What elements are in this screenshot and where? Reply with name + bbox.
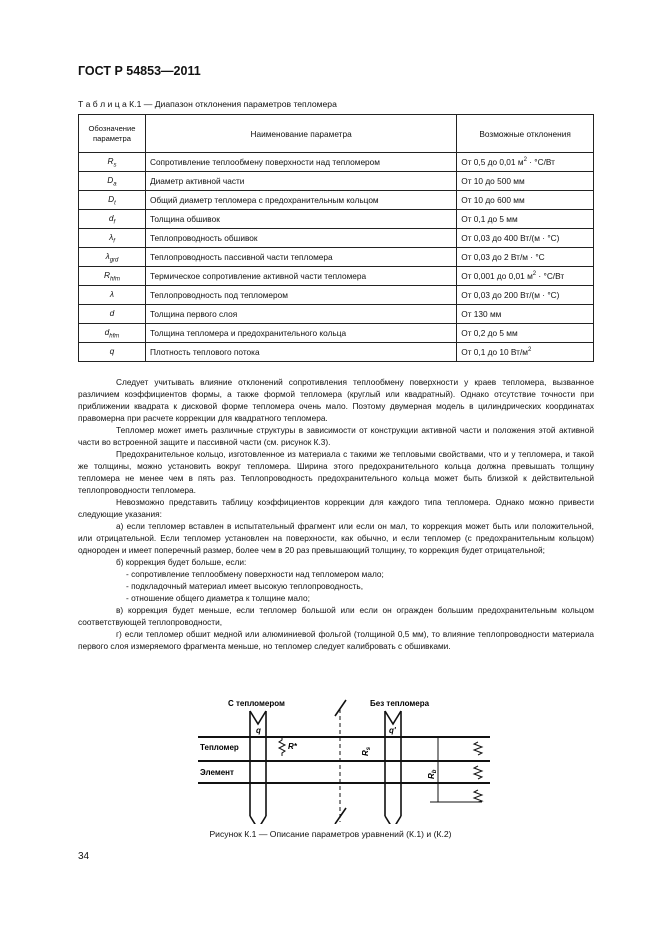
param-name: Диаметр активной части bbox=[145, 172, 456, 191]
param-deviation: От 0,03 до 400 Вт/(м · °С) bbox=[457, 229, 594, 248]
param-deviation: От 0,03 до 2 Вт/м · °С bbox=[457, 248, 594, 267]
paragraph-guard-ring: Предохранительное кольцо, изготовленное из материала с такими же тепловыми свойствами, что и у тепломера, и такой же толщины, можно установить вокруг тепломера. Ширина этого предохранительного кольца должна превышать толщину тепломера не менее чем в пять раз. Теплопроводность предохранительного кольца может быть близкой к действительной теплопроводности тепломера. bbox=[78, 449, 594, 495]
param-symbol: $D_t$ bbox=[79, 191, 146, 210]
label-without-meter: Без тепломера bbox=[370, 699, 430, 708]
label-element: Элемент bbox=[200, 768, 234, 777]
param-name: Плотность теплового потока bbox=[145, 343, 456, 362]
param-symbol: $D_a$ bbox=[79, 172, 146, 191]
param-symbol: $R_{hfm}$ bbox=[79, 267, 146, 286]
paragraph-edge-effects: Следует учитывать влияние отклонений сопротивления теплообмену поверхности у краев тепломера, вызванное различием коэффициентов формы, а также формой тепломера (круглый или квадратный). Однако отсутствие точности при приближении квадрата к дисковой форме тепломера очень мало. Поэтому двумерная модель в цилиндрических координатах правомерна при расчете коррекции для квадратного тепломера. bbox=[78, 377, 594, 423]
parameters-table bbox=[78, 114, 594, 362]
list-item-a: а) если тепломер вставлен в испытательный фрагмент или если он мал, то коррекция может быть или положительной, или отрицательной. Если тепломер установлен на поверхности, как обычно, и если тепломер (с предохранительным кольцом) однороден и имеет поперечный размер, более чем в 20 раз превышающий толщину, то коррекция будет отрицательной; bbox=[78, 521, 594, 555]
table-row bbox=[79, 343, 594, 362]
param-name: Толщина первого слоя bbox=[145, 305, 456, 324]
list-item-g: г) если тепломер обшит медной или алюминиевой фольгой (толщиной 0,5 мм), то влияние теплопроводности материала первого слоя измеряемого фрагмента меньше, но тепломер следует калибровать с обшивками. bbox=[78, 629, 594, 651]
table-row bbox=[79, 210, 594, 229]
param-symbol: $d_f$ bbox=[79, 210, 146, 229]
param-deviation: От 10 до 600 мм bbox=[457, 191, 594, 210]
table-caption: Т а б л и ц а К.1 — Диапазон отклонения параметров тепломера bbox=[78, 99, 337, 109]
param-name: Толщина обшивок bbox=[145, 210, 456, 229]
header-name: Наименование параметра bbox=[145, 115, 456, 153]
param-symbol: $\lambda_f$ bbox=[79, 229, 146, 248]
param-name: Общий диаметр тепломера с предохранительным кольцом bbox=[145, 191, 456, 210]
figure-caption: Рисунок К.1 — Описание параметров уравнений (К.1) и (К.2) bbox=[209, 829, 452, 839]
param-deviation: От 0,1 до 10 $Вт/м^2$ bbox=[457, 343, 594, 362]
list-item-b: б) коррекция будет больше, если: bbox=[116, 557, 247, 567]
param-symbol: $d_{hfm}$ bbox=[79, 324, 146, 343]
table-row bbox=[79, 172, 594, 191]
list-subitem: - подкладочный материал имеет высокую теплопроводность, bbox=[126, 581, 364, 591]
document-header: ГОСТ Р 54853—2011 bbox=[78, 64, 201, 78]
param-deviation: От 0,1 до 5 мм bbox=[457, 210, 594, 229]
body-text bbox=[78, 376, 594, 652]
paragraph-structures: Тепломер может иметь различные структуры в зависимости от конструкции активной части и положения этой активной части во встроенной защите и пассивной части (см. рисунок К.3). bbox=[78, 425, 594, 447]
table-row bbox=[79, 324, 594, 343]
list-subitem: - сопротивление теплообмену поверхности над тепломером мало; bbox=[126, 569, 384, 579]
label-with-meter: С тепломером bbox=[228, 699, 285, 708]
page-number: 34 bbox=[78, 851, 90, 862]
table-header-row bbox=[79, 115, 594, 153]
table-row bbox=[79, 248, 594, 267]
table-row bbox=[79, 305, 594, 324]
param-symbol: q bbox=[79, 343, 146, 362]
list-subitem: - отношение общего диаметра к толщине мало; bbox=[126, 593, 310, 603]
param-deviation: От 0,2 до 5 мм bbox=[457, 324, 594, 343]
param-symbol: $\lambda_{grd}$ bbox=[79, 248, 146, 267]
figure-k1-diagram bbox=[190, 694, 490, 824]
label-heat-flux-meter: Тепломер bbox=[200, 743, 239, 752]
resistor-stack-right bbox=[430, 737, 482, 802]
param-symbol: $R_s$ bbox=[79, 153, 146, 172]
param-name: Термическое сопротивление активной части тепломера bbox=[145, 267, 456, 286]
param-name: Теплопроводность под тепломером bbox=[145, 286, 456, 305]
param-deviation: От 0,03 до 200 Вт/(м · °С) bbox=[457, 286, 594, 305]
label-r-star: R* bbox=[288, 742, 297, 751]
param-symbol: λ bbox=[79, 286, 146, 305]
table-row bbox=[79, 286, 594, 305]
param-symbol: d bbox=[79, 305, 146, 324]
label-q-prime: q' bbox=[389, 726, 396, 735]
param-deviation: От 130 мм bbox=[457, 305, 594, 324]
table-row bbox=[79, 267, 594, 286]
header-symbol: Обозначение параметра bbox=[79, 115, 146, 153]
table-row bbox=[79, 229, 594, 248]
label-r-b: $R_b$ bbox=[427, 769, 438, 779]
table-row bbox=[79, 191, 594, 210]
param-deviation: От 0,001 до 0,01 $м^2 \cdot ^\circ С/Вт$ bbox=[457, 267, 594, 286]
param-deviation: От 10 до 500 мм bbox=[457, 172, 594, 191]
label-q: q bbox=[256, 726, 261, 735]
param-deviation: От 0,5 до 0,01 $м^2 \cdot ^\circ С/Вт$ bbox=[457, 153, 594, 172]
param-name: Сопротивление теплообмену поверхности над тепломером bbox=[145, 153, 456, 172]
list-item-v: в) коррекция будет меньше, если тепломер большой или если он огражден большим предохранительным кольцом соответствующей теплопроводности, bbox=[78, 605, 594, 627]
paragraph-correction-intro: Невозможно представить таблицу коэффициентов коррекции для каждого типа тепломера. Однако можно привести следующие указания: bbox=[78, 497, 594, 519]
param-name: Толщина тепломера и предохранительного кольца bbox=[145, 324, 456, 343]
param-name: Теплопроводность пассивной части тепломера bbox=[145, 248, 456, 267]
param-name: Теплопроводность обшивок bbox=[145, 229, 456, 248]
label-r-s: $R_s$ bbox=[361, 746, 372, 756]
resistor-r-star bbox=[279, 737, 285, 756]
table-row bbox=[79, 153, 594, 172]
header-deviation: Возможные отклонения bbox=[457, 115, 594, 153]
